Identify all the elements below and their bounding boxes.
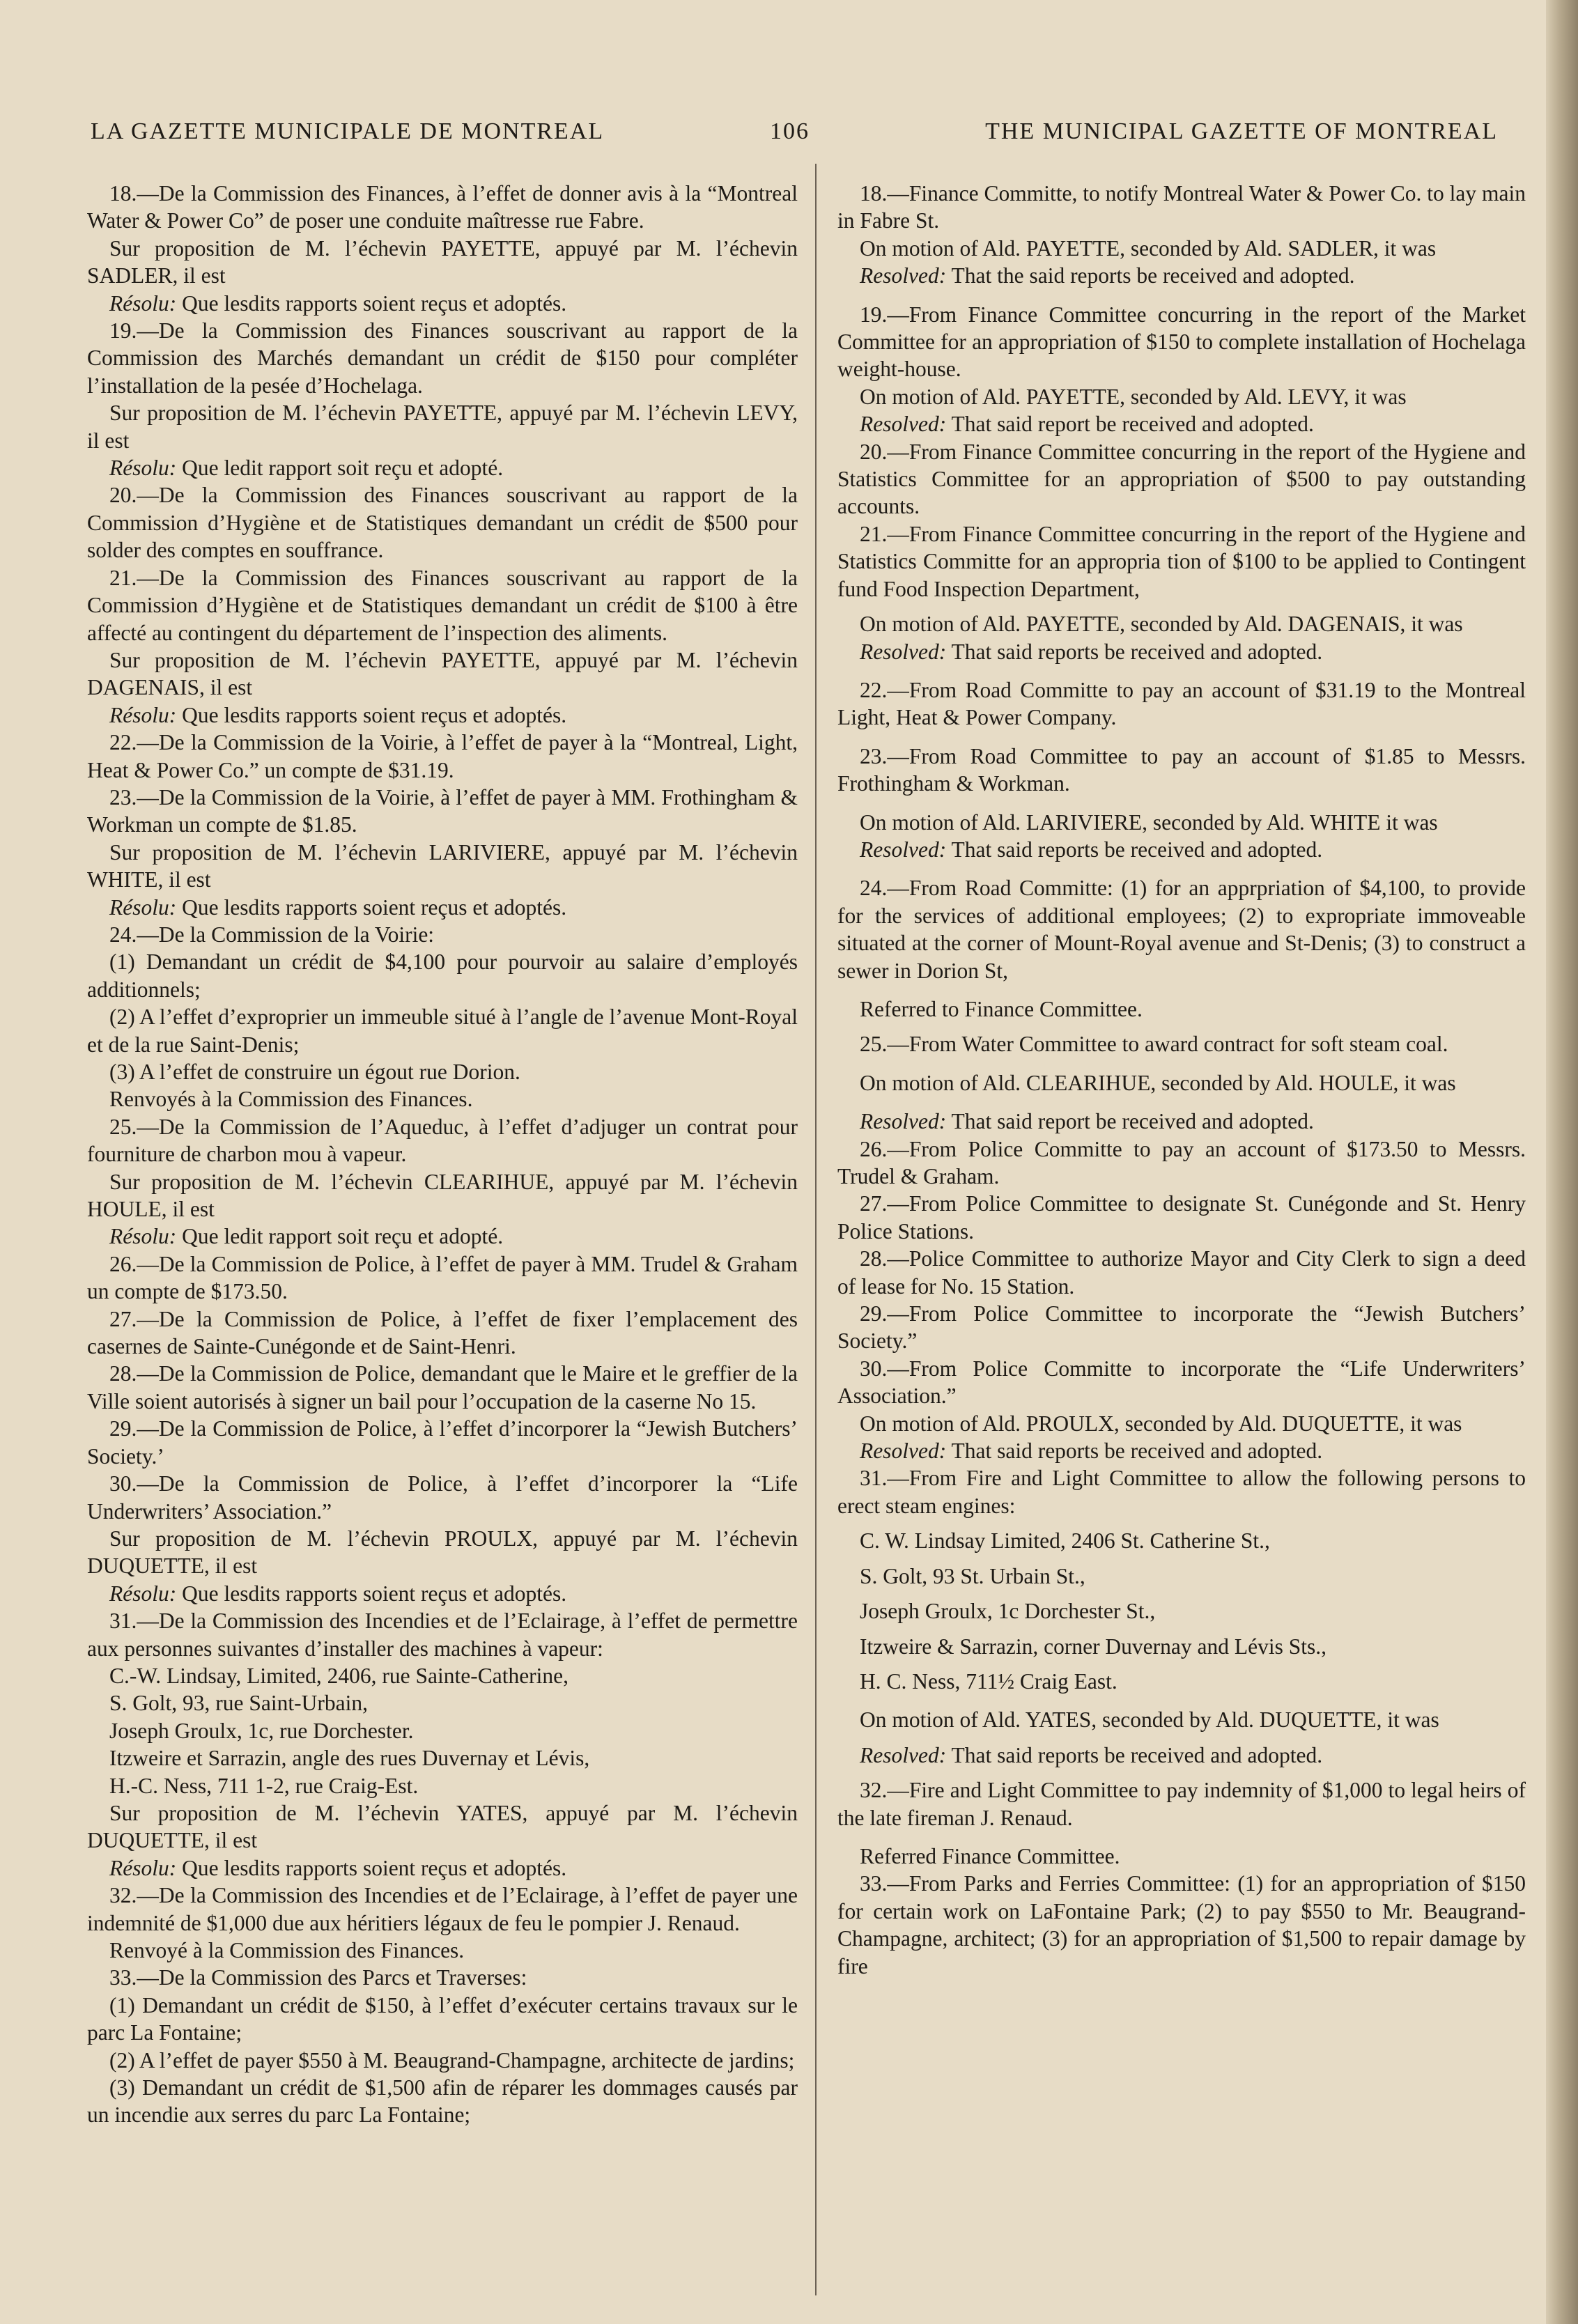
resolution-label: Résolu:	[109, 702, 177, 727]
paragraph-text: 32.—De la Commission des Incendies et de l’Eclairage, à l’effet de payer une indemnité de $1,000 due aux héritiers légaux de feu le pompier J. Renaud.	[87, 1883, 798, 1935]
paragraph-text: 33.—From Parks and Ferries Committee: (1) for an appropriation of $150 for certain work on LaFontaine Park; (2) to pay $550 to Mr. Beaugrand-Champagne, architect; (3) for an appropriation of $1,500 to repair damage by fire	[837, 1871, 1526, 1978]
paragraph	[837, 1870, 1526, 1980]
paragraph-text: Sur proposition de M. l’échevin LARIVIERE, appuyé par M. l’échevin WHITE, il est	[87, 839, 798, 892]
paragraph	[87, 1525, 798, 1580]
paragraph	[87, 1799, 798, 1854]
paragraph-text: 22.—From Road Committe to pay an account of $31.19 to the Montreal Light, Heat & Power Company.	[837, 677, 1526, 730]
paragraph	[87, 454, 798, 481]
paragraph	[87, 1854, 798, 1882]
paragraph	[87, 2047, 798, 2074]
paragraph	[837, 1190, 1526, 1245]
paragraph-text: 29.—De la Commission de Police, à l’effet d’incorporer la “Jewish Butchers’ Society.’	[87, 1416, 798, 1469]
paragraph	[837, 638, 1526, 665]
paragraph-text: Joseph Groulx, 1c Dorchester St.,	[860, 1599, 1156, 1624]
paragraph-text: On motion of Ald. PAYETTE, seconded by Ald. LEVY, it was	[860, 384, 1407, 409]
paragraph	[837, 1464, 1526, 1519]
paragraph	[87, 1772, 798, 1799]
paragraph	[87, 1689, 798, 1717]
paragraph	[837, 1597, 1526, 1625]
paragraph	[87, 729, 798, 784]
paragraph-text: (3) A l’effet de construire un égout rue Dorion.	[109, 1060, 520, 1084]
paragraph-text: 23.—From Road Committee to pay an account of $1.85 to Messrs. Frothingham & Workman.	[837, 743, 1526, 796]
paragraph	[837, 1527, 1526, 1554]
resolution-label: Resolved:	[860, 1742, 947, 1767]
paragraph	[837, 1069, 1526, 1097]
paragraph	[87, 2074, 798, 2129]
paragraph-text: 21.—De la Commission des Finances souscrivant au rapport de la Commission d’Hygiène et de Statistiques demandant un crédit de $100 à être affecté au contingent du département de l’inspection des aliments.	[87, 565, 798, 645]
paragraph	[837, 1108, 1526, 1135]
paragraph-text: 18.—De la Commission des Finances, à l’effet de donner avis à la “Montreal Water & Power Co” de poser une conduite maîtresse rue Fabre.	[87, 181, 798, 233]
paragraph	[837, 1776, 1526, 1831]
french-column	[87, 180, 798, 2129]
paragraph	[87, 1607, 798, 1662]
paragraph-text: 22.—De la Commission de la Voirie, à l’effet de payer à la “Montreal, Light, Heat & Power Co.” un compte de $31.19.	[87, 730, 798, 782]
paragraph	[87, 894, 798, 921]
paragraph-text: On motion of Ald. PAYETTE, seconded by Ald. SADLER, it was	[860, 235, 1437, 261]
paragraph	[837, 520, 1526, 603]
paragraph	[837, 1742, 1526, 1769]
paragraph	[87, 564, 798, 646]
paragraph-text: Sur proposition de M. l’échevin PAYETTE, appuyé par M. l’échevin SADLER, il est	[87, 235, 798, 288]
paragraph-text: Renvoyé à la Commission des Finances.	[109, 1938, 465, 1962]
paragraph-text: Sur proposition de M. l’échevin PROULX, appuyé par M. l’échevin DUQUETTE, il est	[87, 1526, 798, 1579]
paragraph	[837, 262, 1526, 289]
header-english-title: THE MUNICIPAL GAZETTE OF MONTREAL	[985, 118, 1498, 144]
paragraph-text: Joseph Groulx, 1c, rue Dorchester.	[109, 1718, 414, 1743]
paragraph-text: (2) A l’effet d’exproprier un immeuble situé à l’angle de l’avenue Mont-Royal et de la rue Saint-Denis;	[87, 1005, 798, 1057]
paragraph	[87, 702, 798, 729]
paragraph	[837, 1410, 1526, 1437]
resolution-label: Resolved:	[860, 1439, 947, 1464]
paragraph-text: S. Golt, 93, rue Saint-Urbain,	[109, 1691, 368, 1716]
paragraph-text: That said reports be received and adopted.	[946, 1742, 1323, 1767]
paragraph	[87, 839, 798, 894]
paragraph	[87, 1085, 798, 1113]
column-divider	[815, 164, 817, 2295]
paragraph-text: 21.—From Finance Committee concurring in the report of the Hygiene and Statistics Committe for an appropria tion of $100 to be applied to Contingent fund Food Inspection Department,	[837, 521, 1526, 601]
paragraph	[87, 1470, 798, 1525]
paragraph-text: H. C. Ness, 711½ Craig East.	[860, 1668, 1117, 1694]
paragraph-text: On motion of Ald. PAYETTE, seconded by Ald. DAGENAIS, it was	[860, 612, 1463, 637]
paragraph	[837, 1563, 1526, 1590]
resolution-label: Résolu:	[109, 456, 177, 481]
paragraph	[837, 383, 1526, 410]
paragraph-text: On motion of Ald. LARIVIERE, seconded by Ald. WHITE it was	[860, 809, 1438, 835]
paragraph-text: 20.—From Finance Committee concurring in the report of the Hygiene and Statistics Committee for an appropriation of $500 to pay outstanding accounts.	[837, 439, 1526, 519]
paragraph	[837, 1245, 1526, 1300]
paragraph	[837, 809, 1526, 836]
paragraph-text: Itzweire & Sarrazin, corner Duvernay and Lévis Sts.,	[860, 1634, 1327, 1659]
paragraph	[837, 410, 1526, 437]
paragraph-text: 31.—De la Commission des Incendies et de l’Eclairage, à l’effet de permettre aux personnes suivantes d’installer des machines à vapeur:	[87, 1609, 798, 1661]
paragraph	[837, 1668, 1526, 1695]
paragraph	[87, 235, 798, 290]
paragraph-text: (1) Demandant un crédit de $4,100 pour pourvoir au salaire d’employés additionnels;	[87, 950, 798, 1002]
paragraph	[87, 948, 798, 1003]
paragraph-text: (2) A l’effet de payer $550 à M. Beaugrand-Champagne, architecte de jardins;	[109, 2047, 795, 2073]
paragraph	[87, 1306, 798, 1361]
paragraph	[837, 1633, 1526, 1660]
paragraph	[87, 1415, 798, 1470]
paragraph	[837, 1030, 1526, 1058]
paragraph-text: 19.—From Finance Committee concurring in the report of the Market Committee for an appropriation of $150 to complete installation of Hochelaga weight-house.	[837, 302, 1526, 382]
paragraph	[87, 1058, 798, 1085]
paragraph-text: 32.—Fire and Light Committee to pay indemnity of $1,000 to legal heirs of the late fireman J. Renaud.	[837, 1778, 1526, 1830]
resolution-label: Resolved:	[860, 837, 947, 862]
paragraph	[87, 1992, 798, 2047]
paragraph-text: Que lesdits rapports soient reçus et adoptés.	[176, 702, 567, 727]
paragraph	[837, 874, 1526, 984]
paragraph	[837, 301, 1526, 383]
paragraph	[837, 1136, 1526, 1191]
paragraph	[87, 1964, 798, 1991]
paragraph-text: 24.—De la Commission de la Voirie:	[109, 922, 435, 947]
paragraph	[87, 1717, 798, 1744]
header-french-title: LA GAZETTE MUNICIPALE DE MONTREAL	[91, 118, 605, 144]
paragraph-text: On motion of Ald. PROULX, seconded by Ald. DUQUETTE, it was	[860, 1411, 1462, 1436]
paragraph	[87, 1113, 798, 1168]
paragraph-text: Referred to Finance Committee.	[860, 996, 1143, 1021]
paragraph-text: On motion of Ald. YATES, seconded by Ald. DUQUETTE, it was	[860, 1707, 1439, 1733]
paragraph-text: (3) Demandant un crédit de $1,500 afin de réparer les dommages causés par un incendie aux serres du parc La Fontaine;	[87, 2075, 798, 2128]
paragraph	[87, 1223, 798, 1250]
paragraph	[837, 1843, 1526, 1870]
paragraph-text: That said reports be received and adopted.	[946, 837, 1323, 862]
paragraph-text: Sur proposition de M. l’échevin YATES, appuyé par M. l’échevin DUQUETTE, il est	[87, 1800, 798, 1853]
resolution-label: Resolved:	[860, 639, 947, 664]
paragraph-text: That said reports be received and adopted.	[946, 639, 1323, 664]
page-edge	[1546, 0, 1578, 2324]
paragraph	[837, 180, 1526, 235]
paragraph-text: 20.—De la Commission des Finances souscrivant au rapport de la Commission d’Hygiène et de Statistiques demandant un crédit de $500 pour solder des comptes en souffrance.	[87, 483, 798, 563]
paragraph-text: 24.—From Road Committe: (1) for an apprpriation of $4,100, to provide for the services of additional employees; (2) to expropriate immoveable situated at the corner of Mount-Royal avenue and St-Denis; (3) to construct a sewer in Dorion St,	[837, 876, 1526, 983]
paragraph-text: That said report be received and adopted.	[946, 1109, 1314, 1134]
paragraph	[87, 1250, 798, 1306]
paragraph-text: That said report be received and adopted.	[946, 412, 1314, 437]
paragraph-text: C.-W. Lindsay, Limited, 2406, rue Sainte-Catherine,	[109, 1663, 569, 1688]
paragraph	[87, 921, 798, 948]
paragraph-text: That the said reports be received and adopted.	[946, 263, 1355, 288]
paragraph-text: H.-C. Ness, 711 1-2, rue Craig-Est.	[109, 1773, 419, 1798]
paragraph-text: Sur proposition de M. l’échevin PAYETTE, appuyé par M. l’échevin DAGENAIS, il est	[87, 647, 798, 700]
paragraph-text: Que lesdits rapports soient reçus et adoptés.	[176, 1581, 567, 1606]
resolution-label: Resolved:	[860, 263, 947, 288]
paragraph	[837, 1355, 1526, 1410]
paragraph	[837, 743, 1526, 798]
paragraph-text: Que lesdits rapports soient reçus et adoptés.	[176, 290, 567, 316]
paragraph-text: 28.—Police Committee to authorize Mayor and City Clerk to sign a deed of lease for No. 15 Station.	[837, 1246, 1526, 1299]
page-header	[84, 104, 1498, 160]
paragraph	[837, 1300, 1526, 1355]
paragraph-text: That said reports be received and adopted.	[946, 1439, 1323, 1464]
paragraph	[87, 1580, 798, 1607]
paragraph	[87, 290, 798, 317]
paragraph-text: 18.—Finance Committe, to notify Montreal Water & Power Co. to lay main in Fabre St.	[837, 181, 1526, 233]
resolution-label: Résolu:	[109, 1581, 177, 1606]
paragraph	[87, 1662, 798, 1689]
paragraph	[837, 438, 1526, 520]
resolution-label: Résolu:	[109, 894, 177, 920]
paragraph	[87, 1168, 798, 1223]
paragraph	[837, 836, 1526, 863]
paragraph	[87, 1360, 798, 1415]
paragraph-text: 25.—De la Commission de l’Aqueduc, à l’effet d’adjuger un contrat pour fourniture de charbon mou à vapeur.	[87, 1114, 798, 1167]
paragraph	[87, 784, 798, 839]
paragraph	[837, 610, 1526, 637]
paragraph-text: Referred Finance Committee.	[860, 1843, 1120, 1868]
paragraph-text: 26.—De la Commission de Police, à l’effet de payer à MM. Trudel & Graham un compte de $173.50.	[87, 1251, 798, 1304]
paragraph-text: Sur proposition de M. l’échevin PAYETTE, appuyé par M. l’échevin LEVY, il est	[87, 401, 798, 453]
paragraph-text: 27.—From Police Committee to designate St. Cunégonde and St. Henry Police Stations.	[837, 1191, 1526, 1244]
paragraph	[837, 1437, 1526, 1464]
resolution-label: Resolved:	[860, 1109, 947, 1134]
resolution-label: Résolu:	[109, 290, 177, 316]
paragraph-text: 30.—From Police Committe to incorporate the “Life Underwriters’ Association.”	[837, 1356, 1526, 1409]
paragraph-text: Renvoyés à la Commission des Finances.	[109, 1087, 473, 1112]
paragraph	[837, 676, 1526, 731]
paragraph	[837, 1706, 1526, 1733]
paragraph-text: On motion of Ald. CLEARIHUE, seconded by Ald. HOULE, it was	[860, 1070, 1456, 1095]
resolution-label: Résolu:	[109, 1224, 177, 1249]
paragraph	[87, 1937, 798, 1964]
paragraph-text: S. Golt, 93 St. Urbain St.,	[860, 1563, 1085, 1588]
paragraph-text: 33.—De la Commission des Parcs et Traverses:	[109, 1965, 527, 1990]
paragraph	[87, 646, 798, 702]
paragraph	[87, 481, 798, 564]
paragraph-text: C. W. Lindsay Limited, 2406 St. Catherine St.,	[860, 1528, 1270, 1554]
paragraph-text: Que ledit rapport soit reçu et adopté.	[176, 456, 504, 481]
paragraph	[87, 1003, 798, 1058]
paragraph-text: 27.—De la Commission de Police, à l’effet de fixer l’emplacement des casernes de Sainte-Cunégonde et de Saint-Henri.	[87, 1306, 798, 1359]
paragraph-text: 23.—De la Commission de la Voirie, à l’effet de payer à MM. Frothingham & Workman un compte de $1.85.	[87, 784, 798, 837]
paragraph	[837, 996, 1526, 1023]
paragraph	[87, 317, 798, 399]
paragraph-text: Que ledit rapport soit reçu et adopté.	[176, 1224, 504, 1249]
english-column	[837, 180, 1526, 1980]
paragraph	[87, 180, 798, 235]
paragraph	[87, 399, 798, 454]
paragraph-text: 25.—From Water Committee to award contract for soft steam coal.	[860, 1032, 1448, 1057]
paragraph	[87, 1882, 798, 1937]
paragraph	[87, 1744, 798, 1772]
paragraph-text: Que lesdits rapports soient reçus et adoptés.	[176, 1855, 567, 1880]
resolution-label: Résolu:	[109, 1855, 177, 1880]
page-number: 106	[770, 118, 810, 144]
paragraph-text: 30.—De la Commission de Police, à l’effet d’incorporer la “Life Underwriters’ Association.”	[87, 1471, 798, 1524]
paragraph-text: Itzweire et Sarrazin, angle des rues Duvernay et Lévis,	[109, 1746, 590, 1771]
paragraph-text: 19.—De la Commission des Finances souscrivant au rapport de la Commission des Marchés demandant un crédit de $150 pour compléter l’installation de la pesée d’Hochelaga.	[87, 318, 798, 398]
paragraph-text: (1) Demandant un crédit de $150, à l’effet d’exécuter certains travaux sur le parc La Fontaine;	[87, 1992, 798, 2045]
resolution-label: Resolved:	[860, 412, 947, 437]
paragraph-text: 31.—From Fire and Light Committee to allow the following persons to erect steam engines:	[837, 1466, 1526, 1518]
paragraph-text: 26.—From Police Committe to pay an account of $173.50 to Messrs. Trudel & Graham.	[837, 1136, 1526, 1188]
paragraph-text: Sur proposition de M. l’échevin CLEARIHUE, appuyé par M. l’échevin HOULE, il est	[87, 1169, 798, 1222]
paragraph-text: 28.—De la Commission de Police, demandant que le Maire et le greffier de la Ville soient autorisés à signer un bail pour l’occupation de la caserne No 15.	[87, 1361, 798, 1413]
paragraph-text: 29.—From Police Committee to incorporate the “Jewish Butchers’ Society.”	[837, 1301, 1526, 1354]
paragraph	[837, 235, 1526, 262]
paragraph-text: Que lesdits rapports soient reçus et adoptés.	[176, 894, 567, 920]
